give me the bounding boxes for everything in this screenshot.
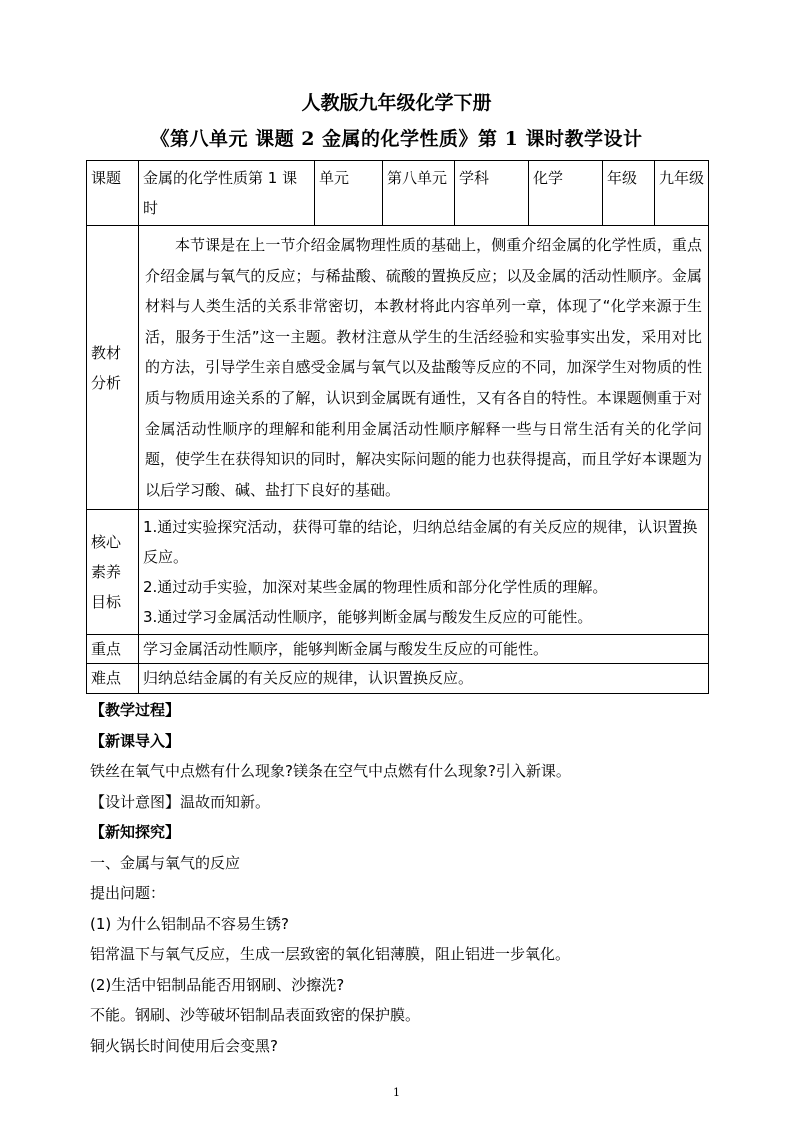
section1-title: 一、金属与氧气的反应 [90, 853, 241, 872]
table-row-literacy [87, 510, 709, 635]
key-point-label: 重点 [87, 635, 139, 664]
document-subtitle: 《第八单元 课题 2 金属的化学性质》第 1 课时教学设计 [150, 128, 643, 150]
subject-value: 化学 [529, 161, 603, 226]
table-row-key-point [87, 635, 709, 664]
course-value: 金属的化学性质第 1 课时 [139, 161, 315, 226]
difficulty-value: 归纳总结金属的有关反应的规律，认识置换反应。 [139, 664, 709, 694]
literacy-goal-3: 3.通过学习金属活动性顺序，能够判断金属与酸发生反应的可能性。 [143, 608, 593, 627]
unit-value: 第八单元 [383, 161, 455, 226]
literacy-goal-2: 2.通过动手实验，加深对某些金属的物理性质和部分化学性质的理解。 [143, 578, 608, 597]
table-row-analysis [87, 226, 709, 510]
question-1: (1) 为什么铝制品不容易生锈? [90, 914, 289, 933]
course-label: 课题 [87, 161, 139, 226]
table-row-header [87, 161, 709, 226]
grade-value: 九年级 [655, 161, 709, 226]
answer-2: 不能。钢刷、沙等破坏铝制品表面致密的保护膜。 [90, 1006, 421, 1024]
page-number: 1 [393, 1086, 400, 1099]
question-prompt: 提出问题： [90, 884, 166, 902]
table-row-difficulty [87, 664, 709, 694]
difficulty-label: 难点 [87, 664, 139, 694]
intro-text: 铁丝在氧气中点燃有什么现象?镁条在空气中点燃有什么现象?引入新课。 [90, 762, 571, 780]
literacy-label: 核心素养目标 [87, 510, 139, 635]
subject-label: 学科 [455, 161, 529, 226]
lesson-body [90, 695, 720, 1061]
key-point-value: 学习金属活动性顺序，能够判断金属与酸发生反应的可能性。 [139, 635, 709, 664]
answer-1: 铝常温下与氧气反应，生成一层致密的氧化铝薄膜，阻止铝进一步氧化。 [90, 945, 571, 963]
document-title: 人教版九年级化学下册 [301, 92, 492, 114]
grade-label: 年级 [603, 161, 655, 226]
design-intent: 【设计意图】温故而知新。 [90, 792, 271, 811]
intro-heading: 【新课导入】 [90, 731, 181, 750]
analysis-text: 本节课是在上一节介绍金属物理性质的基础上，侧重介绍金属的化学性质，重点介绍金属与氧气的反应；与稀盐酸、硫酸的置换反应；以及金属的活动性顺序。金属材料与人类生活的关系非常密切，本教材将此内容单列一章，体现了“化学来源于生活，服务于生活”这一主题。教材注意从学生的生活经验和实验事实出发，采用对比的方法，引导学生亲自感受金属与氧气以及盐酸等反应的不同，加深学生对物质的性质与物质用途关系的了解，认识到金属既有通性，又有各自的特性。本课题侧重于对金属活动性顺序的理解和能利用金属活动性顺序解释一些与日常生活有关的化学问题，使学生在获得知识的同时，解决实际问题的能力也获得提高，而且学好本课题为以后学习酸、碱、盐打下良好的基础。 [139, 226, 709, 510]
literacy-goal-1: 1.通过实验探究活动，获得可靠的结论，归纳总结金属的有关反应的规律，认识置换反应。 [143, 518, 698, 567]
analysis-label: 教材分析 [87, 226, 139, 510]
question-2: (2)生活中铝制品能否用钢刷、沙擦洗? [90, 975, 345, 994]
literacy-goals [139, 510, 709, 635]
lesson-info-table [86, 160, 709, 694]
process-heading: 【教学过程】 [90, 701, 181, 719]
question-3: 铜火锅长时间使用后会变黑? [90, 1036, 278, 1055]
explore-heading: 【新知探究】 [90, 823, 181, 841]
unit-label: 单元 [315, 161, 383, 226]
